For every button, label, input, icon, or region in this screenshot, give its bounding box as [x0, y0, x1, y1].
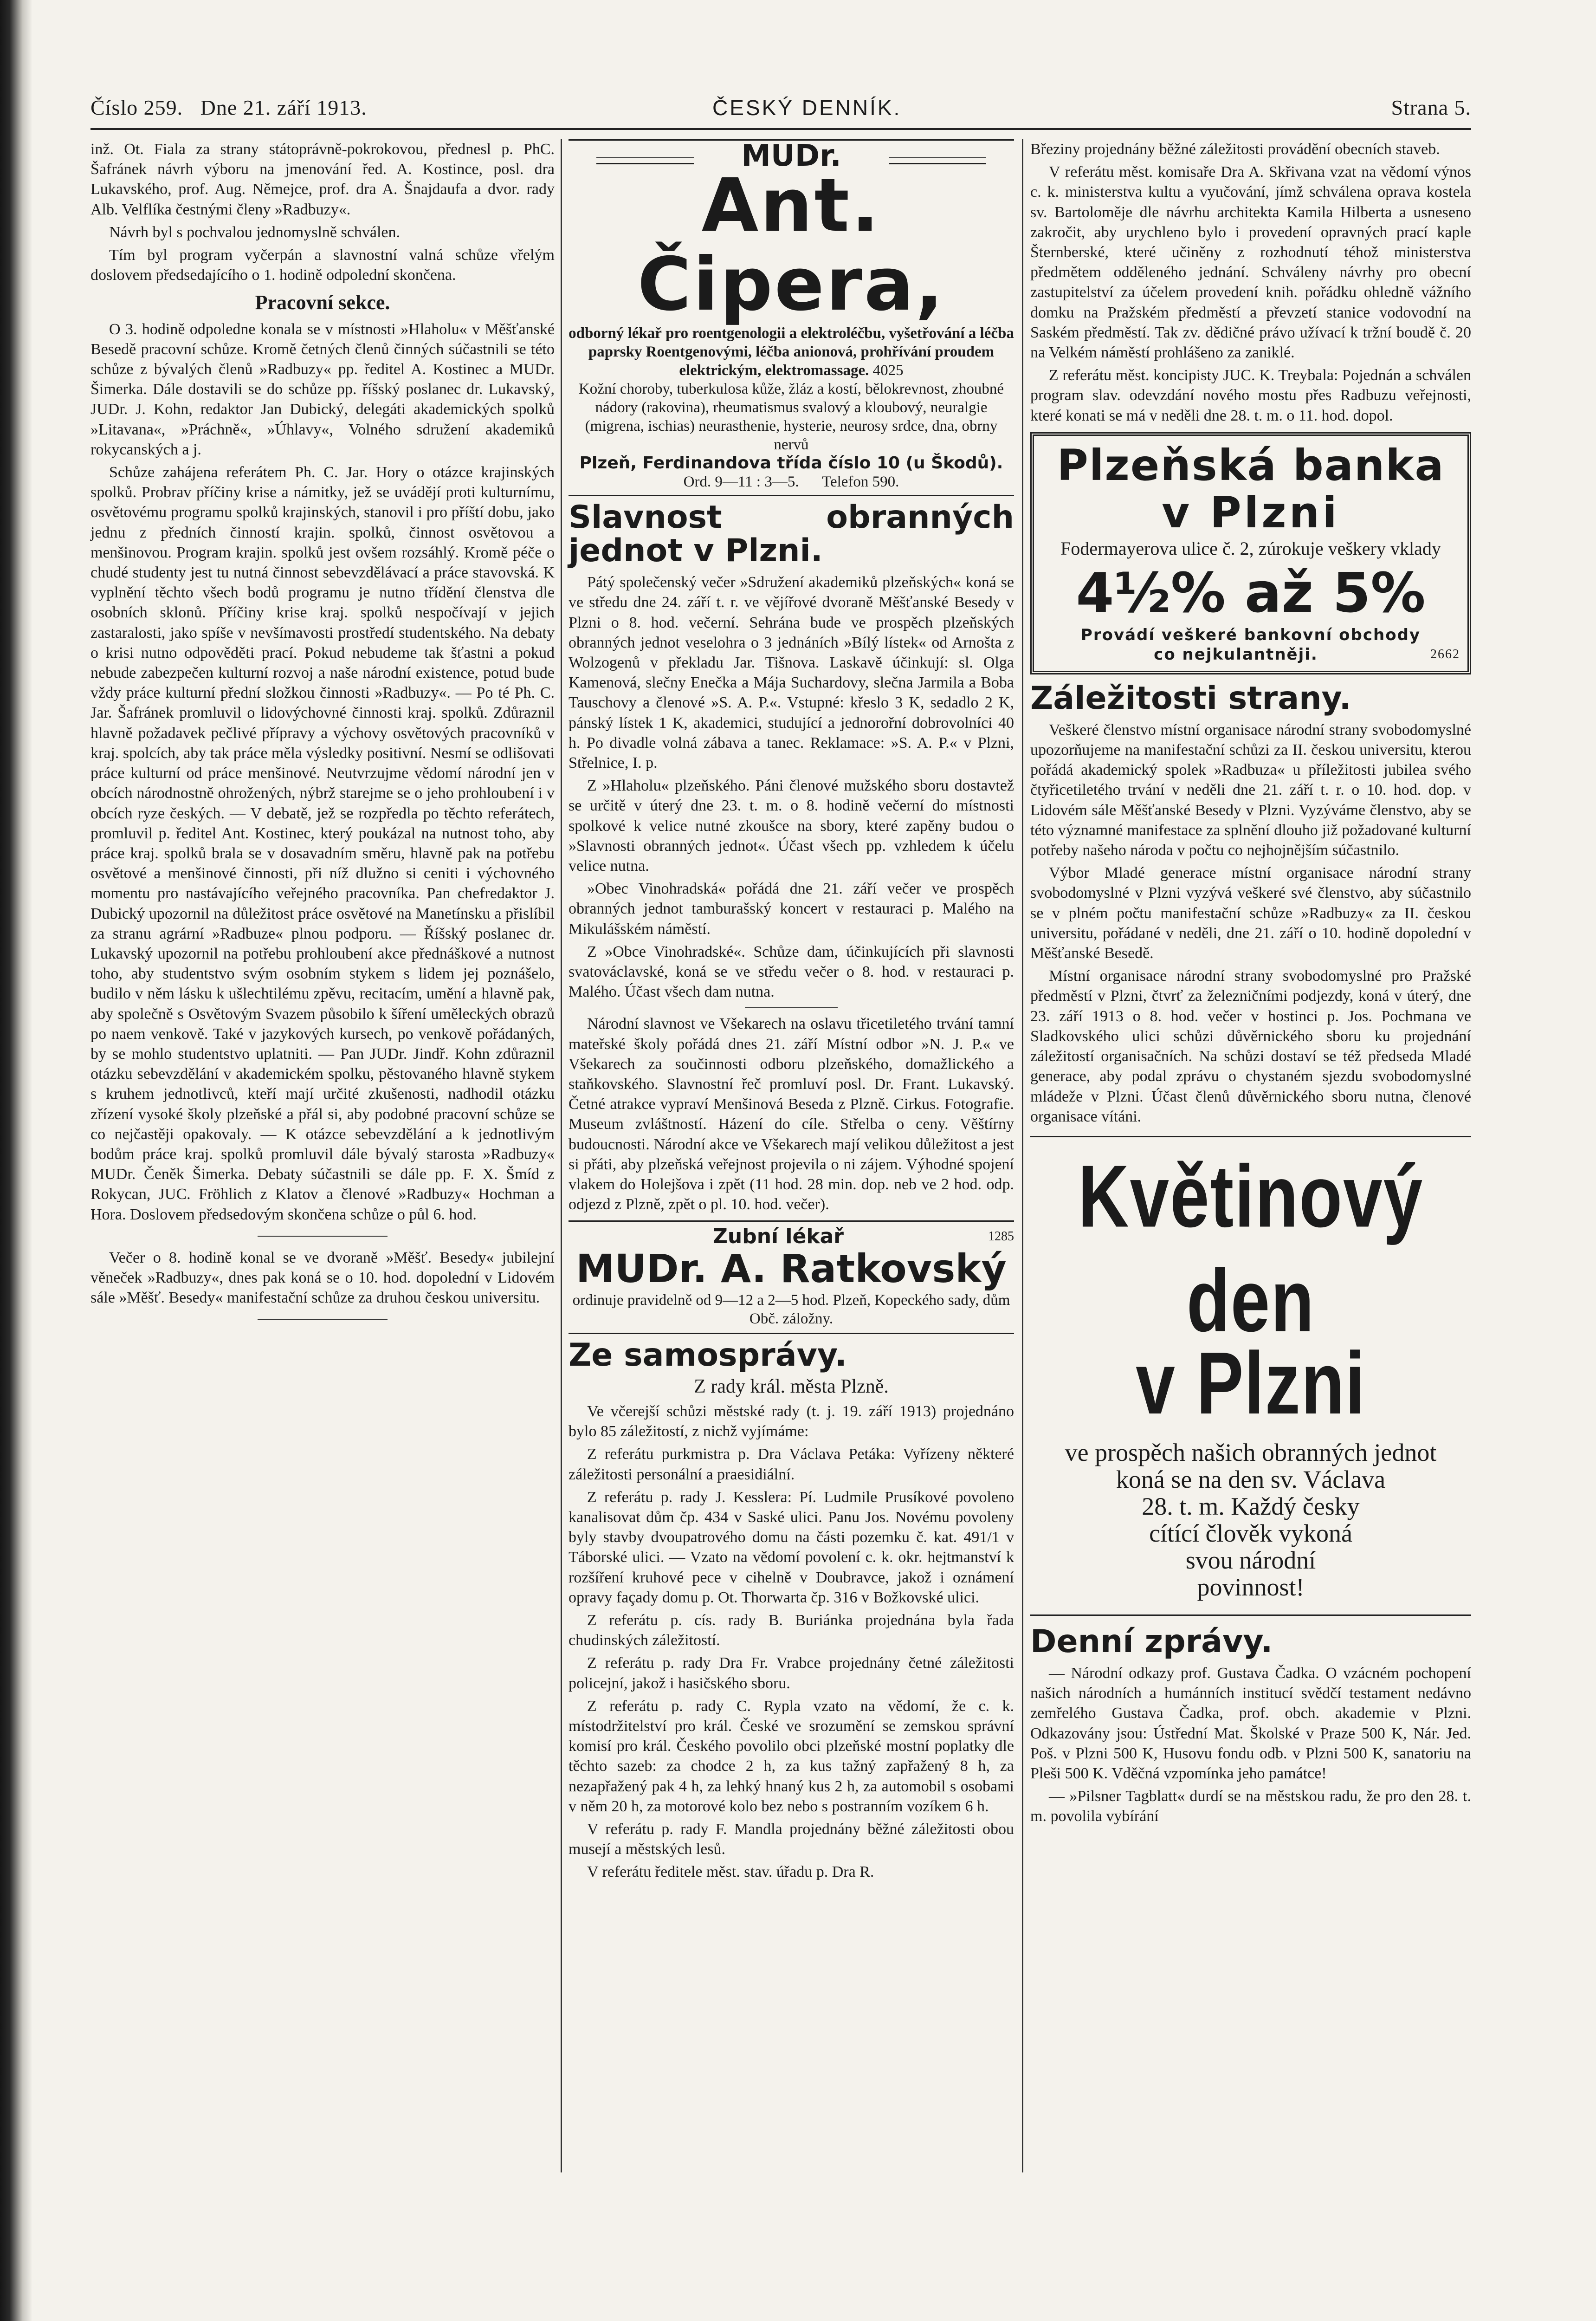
flower-day-title: Květinový den [1078, 1147, 1424, 1350]
article-paragraph: Schůze zahájena referátem Ph. C. Jar. Hory o otázce krajinských spolků. Probrav příčiny krise a námitky, jež se uvádějí proti kulturnímu, osvětovému programu spolků krajinských, stanovil i pro příští dobu, jako jednu z předních činností krajin. spolků, činnost osvětovou a menšinovou. Program krajin. spolků jest ovšem rozsáhlý. Kromě péče o chudé studenty jest tu nutná činnost sebevzdělávací a práce stavovská. K vyplnění těchto všech bodů programu je nutno třídění členstva dle osobních sklonů. Příčiny krise kraj. spolků nespočívají v jejich zastaralosti, jako spíše v nevšímavosti prostředí studentského. Na debaty o krisi nutno odpověděti prací. Pokud nebudeme tak šťastni a pokud nebude zabezpečen kulturní rozvoj a naše národní existence, potud bude vždy práce kulturní přední složkou činnosti »Radbuzy«. — Po té Ph. C. Jar. Šafránek promluvil o lidovýchovné činnosti kraj. spolků. Zdůraznil hlavně požadavek pečlivé přípravy a výchovy osvětových pracovníků v kraj. spolcích, aby tak práce měla výsledky positivní. Nesmí se odlišovati práce kulturní od práce menšinové. Neutvrzujme vědomí národní jen v obcích národnostně ohrožených, nýbrž starejme se o jeho prohloubení i v obcích ryze českých. — V debatě, jež se rozpředla po těchto referátech, promluvil p. ředitel Ant. Kostinec, který poukázal na nutnost toho, aby práce kraj. spolků brala se v dosavadním směru, hlavně pak na potřebu osvětové a menšinové činnosti, při níž dlužno si ceniti i výchovného momentu pro nastávajícího veřejného pracovníka. Pan chefredaktor J. Dubický upozornil na důležitost práce osvětové na Manetínsku a přislíbil za stranu agrární »Radbuze« plnou podporu. — Říšský poslanec dr. Lukavský upozornil na potřebu prohloubení akce přednáškové a nutnost toho, aby studentstvo svým osobním stykem s lidem jej poznášelo, budilo v něm lásku k ušlechtilému zpěvu, recitacím, umění a hlavně pak, aby společně s Osvětovým Svazem působilo k šíření uměleckých obrazů po naem venkově. Také v jazykových kursech, po venkově pořádaných, by se mohlo studentstvo uplatniti. — Pan JUDr. Jindř. Kohn zdůraznil otázku sebevzdělání v akademickém spolku, pěstovaného hlavně stykem s kruhem jednotlivců, kteří mají určité zkušenosti, nadhodil otázku zřízení vysoké školy plzeňské a přál si, aby podobné pracovní schůze se co nejčastěji opakovaly. — K otázce sebevzdělání a k jednotlivým bodům práce kraj. spolků promluvil dále bývalý starosta »Radbuzy« MUDr. Čeněk Šimerka. Debaty súčastnili se dále pp. F. X. Šmíd z Rokycan, JUC. Fröhlich z Klatov a členové »Radbuzy« Hochman a Hora. Doslovem předsedovým skončena schůze o půl 6. hod. [90, 464, 555, 1223]
headline-slavnost: Slavnost obranných jednot v Plzni. [569, 499, 1014, 570]
flower-day-text-3: 28. t. m. Každý česky [1142, 1492, 1360, 1520]
ad-phone: Telefon 590. [822, 473, 899, 491]
article-paragraph: Pátý společenský večer »Sdružení akademiků plzeňských« koná se ve středu dne 24. září t. r. ve vějířové dvoraně Měšťanské Besedy v Plzni o 8. hod. večerní. Sehrána bude ve prospěch plzeňských obranných jednot veselohra o 3 jednáních »Bílý lístek« od Arnošta z Wolzogenů v překladu Jar. Tišnova. Laskavě účinkují: sl. Olga Kamenová, slečny Enečka a Mája Suchardovy, slečna Jarmila a Boba Tauschovy a členové »S. A. P.«. Vstupné: křeslo 3 K, sedadlo 2 K, pánský lístek 1 K, akademici, studující a jednorořní dobrovolníci 40 h. Po divadle volná zábava a tanec. Reklamace: »S. A. P.« v Plzni, Střelnice, I. p. [569, 574, 1014, 772]
advertisement-cipera [569, 139, 1014, 495]
column-rule-1 [561, 139, 562, 2172]
article-paragraph: Výbor Mladé generace místní organisace národní strany svobodomyslné v Plzni vyzývá veškeré své členstvo, aby súčastnilo se v plném počtu manifestační schůze »Radbuzy« za II. českou universitu, pořádané v neděli, dne 21. září o 10. hodině dopolední v Měšťanské Besedě. [1030, 864, 1471, 962]
bank-number: 2662 [1430, 647, 1460, 661]
ad-name: MUDr. A. Ratkovský [575, 1245, 1007, 1291]
article-paragraph: Návrh byl s pochvalou jednomyslně schválen. [109, 223, 400, 241]
article-paragraph: Z »Hlaholu« plzeňského. Páni členové mužského sboru dostavtež se určitě v úterý dne 23. t. m. o 8. hodině večerní do místnosti spolkové k velice nutné zkoušce na sbory, které zapěny budou o »Slavnosti obranných jednot«. Účast všech pp. vzhledem k účelu velice nutna. [569, 777, 1014, 875]
article-paragraph: V referátu p. rady F. Mandla projednány běžné záležitosti obou musejí a městských lesů. [569, 1820, 1014, 1858]
article-paragraph: Z referátu měst. koncipisty JUC. K. Treybala: Pojednán a schválen program slav. odevzdání nového mostu přes Radbuzu veřejnosti, které konati se má v neděli dne 28. t. m. o 11. hod. dopol. [1030, 367, 1471, 424]
ad-title-name: Ant. Čipera, [637, 163, 945, 328]
issue-number: Číslo 259. [90, 96, 183, 119]
subtitle: Z rady král. města Plzně. [694, 1375, 889, 1397]
ad-hours [569, 473, 1014, 491]
section-title: Pracovní sekce. [255, 291, 390, 314]
flower-day-text-1: ve prospěch našich obranných jednot [1065, 1438, 1437, 1466]
bank-address: Fodermayerova ulice č. 2, zúrokuje veškery vklady [1060, 538, 1441, 559]
article-paragraph: inž. Ot. Fiala za strany státoprávně-pokrokovou, přednesl p. PhC. Šafránek návrh výboru na jmenování řed. A. Kostince, posl. dra Lukavského, prof. Aug. Němejce, prof. dra A. Šnajdaufa a dvor. rady Alb. Velflíka čestnými členy »Radbuzy«. [90, 141, 555, 218]
article-paragraph: Tím byl program vyčerpán a slavnostní valná schůze vřelým doslovem předsedajícího o 1. hodině odpolední skončena. [90, 246, 555, 284]
ad-text-2: Kožní choroby, tuberkulosa kůže, žláz a kostí, bělokrevnost, zhoubné nádory (rakovina), rheumatismus svalový a kloubový, neuralgie (migrena, ischias) neurasthenie, hysterie, neurosy srdce, dna, obrny nervů [578, 381, 1004, 454]
headline-samosprava: Ze samosprávy. [569, 1336, 847, 1374]
header-rule [90, 128, 1471, 130]
advertisement-bank [1030, 432, 1471, 674]
ad-title-text: Zubní lékař [712, 1224, 844, 1248]
bank-services-text: co nejkulantněji. [1154, 645, 1318, 664]
article-paragraph: »Obec Vinohradská« pořádá dne 21. září večer ve prospěch obranných jednot tamburašský koncert v restauraci p. Malého na Mikulášském náměstí. [569, 880, 1014, 938]
flower-day-text-6: povinnost! [1197, 1573, 1305, 1601]
masthead: ČESKÝ DENNÍK. [712, 96, 902, 120]
bank-services-2 [1041, 645, 1460, 664]
scan-gutter [0, 0, 32, 2321]
article-paragraph: V referátu měst. komisaře Dra A. Skřivana vzat na vědomí výnos c. k. ministerstva kultu a vyučování, jímž schválena oprava kostela sv. Bartoloměje dle návrhu architekta Kamila Hilberta a usneseno zakročit, aby urychleno bylo i provedení opravných prací kaple Šternberské, které učiněny z rozhodnutí téhož ministerstva předmětem odděleného jednání. Schváleny návrhy pro obecní zastupitelství za účelem provedení knih. pořádku ohledně vážního domku na Pražském předměstí a převzetí stanice vodovodní na Saském předměstí. Tak zv. dědičné právo užívací k tržní boudě č. 20 na Velkém náměstí prohlášeno za zaniklé. [1030, 163, 1471, 362]
article-paragraph: Místní organisace národní strany svobodomyslné pro Pražské předměstí v Plzni, čtvrť za železničními podjezdy, koná v úterý, dne 23. září 1913 o 8. hod. večer v hostinci p. Jos. Pochmana ve Sladkovského ulici schůzi důvěrnického sboru ku projednání záležitostí organisačních. Na schůzi dostaví se též předseda Mladé generace, aby podal zprávu o chystaném sjezdu svobodomyslné mládeže v Plzni. Účast členů důvěrnického sboru nutna, členové organisace vítáni. [1030, 967, 1471, 1125]
article-paragraph: Z referátu p. cís. rady B. Buriánka projednána byla řada chudinských záležitostí. [569, 1611, 1014, 1649]
ad-services: odborný lékař pro roentgenologii a elektroléčbu, vyšetřování a léčba paprsky Roentgenovými, léčba anionová, prohřívání proudem elektrickým, elektromassage. [569, 325, 1014, 379]
article-paragraph: Veškeré členstvo místní organisace národní strany svobodomyslné upozorňujeme na manifestační schůzi za II. českou universitu, kterou pořádá akademický spolek »Radbuza« u příležitosti jubilea svého čtyřicetiletého trvání v neděli dne 21. září t. r. o 10. hod. dop. v Lidovém sále Měšťanské Besedy v Plzni. Vyzýváme členstvo, aby se této významné manifestace za splnění dlouho již požadované kulturní potřeby našeho národa v počtu co nejhojnějším súčastnilo. [1030, 721, 1471, 859]
ad-text [569, 324, 1014, 380]
page-header [90, 95, 1471, 128]
article-paragraph: Národní slavnost ve Všekarech na oslavu třicetiletého trvání tamní mateřské školy pořádá dnes 21. září Místní odbor »N. J. P.« ve Všekarech za součinnosti odboru plzeňského, domažlického a staňkovského. Slavnostní řeč promluví posl. Dr. Frant. Lukavský. Četné atrakce vypraví Menšinová Beseda z Plzně. Cirkus. Fotografie. Museum zvláštností. Házení do cíle. Střelba o ceny. Věštírny budoucnosti. Národní akce ve Všekarech mají velikou důležitost a jest si přáti, aby plzeňská veřejnost projevila o ni zájem. Výhodné spojení vlakem do Holejšova i zpět (11 hod. 28 min. dop. neb ve 2 hod. odp. odjezd z Plzně, zpět o pl. 10. hod. večer). [569, 1015, 1014, 1213]
divider [258, 1236, 388, 1237]
issue-date [90, 95, 367, 120]
ad-number: 4025 [872, 362, 904, 379]
bank-services: Provádí veškeré bankovní obchody [1080, 625, 1421, 644]
article-paragraph: Z referátu p. rady J. Kesslera: Pí. Ludmile Prusíkové povoleno kanalisovat dům čp. 434 v Saské ulici. Panu Jos. Novému povoleny byly stavby dvoupatrového domu na části pozemku č. kat. 491/1 v Táborské ulici. — Vzato na vědomí povolení c. k. okr. hejtmanství k rozšíření kruhové pece v cihelně v Doubravce, jakož i oznámení opravy façady domu p. Ot. Thorwarta čp. 316 v Božkovské ulici. [569, 1488, 1014, 1606]
column-2 [569, 139, 1014, 1885]
article-paragraph: Ve včerejší schůzi městské rady (t. j. 19. září 1913) projednáno bylo 85 záležitostí, z nichž vyjímáme: [569, 1402, 1014, 1440]
article-paragraph: Z referátu p. rady Dra Fr. Vrabce projednány četné záležitosti policejní, jakož i hasičského sboru. [569, 1654, 1014, 1692]
column-3 [1030, 139, 1471, 1829]
ad-title-top: MUDr. [569, 146, 1014, 166]
ad-address: Plzeň, Ferdinandova třída číslo 10 (u Škodů). [579, 454, 1003, 473]
bank-city: v Plzni [1162, 487, 1340, 538]
ad-text: ordinuje pravidelně od 9—12 a 2—5 hod. Plzeň, Kopeckého sady, dům Obč. záložny. [572, 1291, 1010, 1327]
ad-number: 1285 [988, 1229, 1014, 1244]
divider [745, 1007, 838, 1008]
column-rule-2 [1022, 139, 1023, 2172]
ad-title [569, 1226, 1014, 1246]
page-number: Strana 5. [1391, 96, 1471, 119]
advertisement-ratkovsky [569, 1220, 1014, 1334]
headline-zalezitosti: Záležitosti strany. [1030, 680, 1351, 717]
advertisement-flower-day [1030, 1136, 1471, 1616]
bank-rate: 4½% až 5% [1076, 560, 1426, 625]
flower-day-city: v Plzni [1136, 1334, 1366, 1433]
article-paragraph: V referátu ředitele měst. stav. úřadu p. Dra R. [587, 1863, 874, 1881]
column-1 [90, 139, 555, 1331]
article-paragraph: Večer o 8. hodině konal se ve dvoraně »Měšť. Besedy« jubilejní věneček »Radbuzy«, dnes pak koná se o 10. hod. dopolední v Lidovém sále »Měšť. Besedy« manifestační schůze za druhou českou universitu. [90, 1249, 555, 1307]
article-paragraph: — »Pilsner Tagblatt« durdí se na městskou radu, že pro den 28. t. m. povolila vybírání [1030, 1788, 1471, 1825]
article-paragraph: Z referátu purkmistra p. Dra Václava Petáka: Vyřízeny některé záležitosti personální a praesidiální. [569, 1446, 1014, 1483]
flower-day-text-5: svou národní [1185, 1546, 1316, 1574]
article-paragraph: — Národní odkazy prof. Gustava Čadka. O vzácném pochopení našich národních a humánních institucí svědčí testament nedávno zemřelého Gustava Čadka, prof. obch. akademie v Plzni. Odkazovány jsou: Ústřední Mat. Školské v Praze 500 K, Nár. Jed. Poš. v Plzni 500 K, Husovu fondu odb. v Plzni 500 K, sanatoriu na Pleši 500 K. Vděčná vzpomínka jeho památce! [1030, 1664, 1471, 1782]
bank-name: Plzeňská banka [1057, 440, 1445, 490]
headline-denni-zpravy: Denní zprávy. [1030, 1623, 1273, 1660]
flower-day-text-4: cítící člověk vykoná [1149, 1519, 1352, 1547]
divider [258, 1319, 388, 1320]
article-paragraph: Březiny projednány běžné záležitosti provádění obecních staveb. [1030, 141, 1440, 158]
issue-date-text: Dne 21. září 1913. [200, 96, 367, 119]
ad-hours-text: Ord. 9—11 : 3—5. [683, 473, 799, 491]
flower-day-text-2: koná se na den sv. Václava [1116, 1465, 1386, 1493]
article-paragraph: O 3. hodině odpoledne konala se v místnosti »Hlaholu« v Měšťanské Besedě pracovní schůze. Kromě četných členů činných súčastnili se této schůze z bývalých členů »Radbuzy« pp. ředitel A. Kostinec a MUDr. Šimerka. Dále dostavili se do schůze pp. říšský poslanec dr. Lukavský, JUDr. J. Kohn, redaktor Jan Dubický, delegáti akademických spolků »Litavana«, »Práchně«, »Úhlavy«, Volného sdružení akademiků rokycanských a j. [90, 320, 555, 458]
article-paragraph: Z »Obce Vinohradské«. Schůze dam, účinkujících při slavnosti svatováclavské, koná se ve středu večer o 8. hod. v restauraci p. Malého. Účast všech dam nutna. [569, 943, 1014, 1001]
article-paragraph: Z referátu p. rady C. Rypla vzato na vědomí, že c. k. místodržitelství pro král. České ve srozumění se zemskou správní komisí pro král. Českého povolilo obci plzeňské mostní poplatky dle těchto sazeb: za chodce 2 h, za kus tažný zapřažený 8 h, za nezapřažený pak 4 h, za lehký hnaný kus 2 h, za automobil s osobami v něm 20 h, za motorové kolo bez nebo s postranním vozíkem 6 h. [569, 1697, 1014, 1815]
